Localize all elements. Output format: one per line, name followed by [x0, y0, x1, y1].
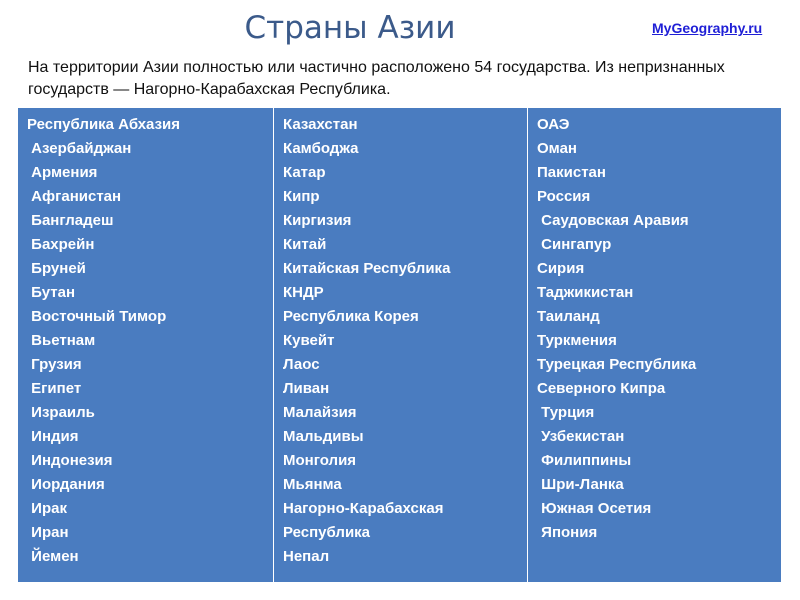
country-item: Шри-Ланка	[537, 476, 624, 493]
country-item: Камбоджа	[283, 140, 359, 157]
country-item: Южная Осетия	[537, 500, 652, 517]
country-item: Индонезия	[27, 452, 113, 469]
country-item: Бруней	[27, 260, 86, 277]
country-item: ОАЭ	[537, 116, 570, 133]
countries-table	[18, 108, 781, 582]
country-item: Пакистан	[537, 164, 606, 181]
country-item: Турция	[537, 404, 595, 421]
country-item: Сингапур	[537, 236, 612, 253]
country-item: Катар	[283, 164, 326, 181]
country-item: Киргизия	[283, 212, 352, 229]
site-link[interactable]: MyGeography.ru	[652, 20, 763, 36]
country-item: Сирия	[537, 260, 585, 277]
country-item: Республика Корея	[283, 308, 419, 325]
country-item: Непал	[283, 548, 330, 565]
country-item: КНДР	[283, 284, 324, 301]
country-item: Египет	[27, 380, 82, 397]
country-item: Малайзия	[283, 404, 357, 421]
country-item: Индия	[27, 428, 79, 445]
country-item: Бахрейн	[27, 236, 95, 253]
country-item: Ливан	[283, 380, 330, 397]
country-item: Оман	[537, 140, 577, 157]
country-item: Северного Кипра	[537, 380, 666, 397]
country-item: Саудовская Аравия	[537, 212, 689, 229]
country-item: Бутан	[27, 284, 76, 301]
country-item: Турецкая Республика	[537, 356, 697, 373]
country-item: Китай	[283, 236, 327, 253]
country-item: Ирак	[27, 500, 67, 517]
table-column-1	[18, 108, 273, 582]
country-item: Кувейт	[283, 332, 335, 349]
country-item: Китайская Республика	[283, 260, 451, 277]
country-item: Иордания	[27, 476, 105, 493]
country-item: Монголия	[283, 452, 357, 469]
country-item: Восточный Тимор	[27, 308, 167, 325]
country-item: Узбекистан	[537, 428, 625, 445]
country-item: Республика	[283, 524, 371, 541]
country-item: Таиланд	[537, 308, 600, 325]
country-item: Азербайджан	[27, 140, 132, 157]
country-item: Нагорно-Карабахская	[283, 500, 444, 517]
country-item: Израиль	[27, 404, 95, 421]
country-item: Таджикистан	[537, 284, 634, 301]
country-item: Мьянма	[283, 476, 342, 493]
country-item: Грузия	[27, 356, 82, 373]
table-column-2	[273, 108, 527, 582]
country-item: Йемен	[27, 548, 79, 565]
country-item: Лаос	[283, 356, 320, 373]
country-item: Россия	[537, 188, 591, 205]
country-item: Республика Абхазия	[27, 116, 181, 133]
table-column-3	[527, 108, 781, 582]
country-item: Афганистан	[27, 188, 122, 205]
country-item: Кипр	[283, 188, 320, 205]
country-item: Япония	[537, 524, 598, 541]
country-item: Вьетнам	[27, 332, 96, 349]
country-item: Мальдивы	[283, 428, 364, 445]
country-item: Филиппины	[537, 452, 632, 469]
country-item: Туркмения	[537, 332, 617, 349]
intro-text: На территории Азии полностью или частично расположено 54 государства. Из непризнанных государств — Нагорно-Карабахская Республика.	[28, 59, 725, 98]
country-item: Казахстан	[283, 116, 358, 133]
country-item: Бангладеш	[27, 212, 114, 229]
page-title: Страны Азии	[244, 10, 456, 46]
country-item: Иран	[27, 524, 69, 541]
country-item: Армения	[27, 164, 98, 181]
